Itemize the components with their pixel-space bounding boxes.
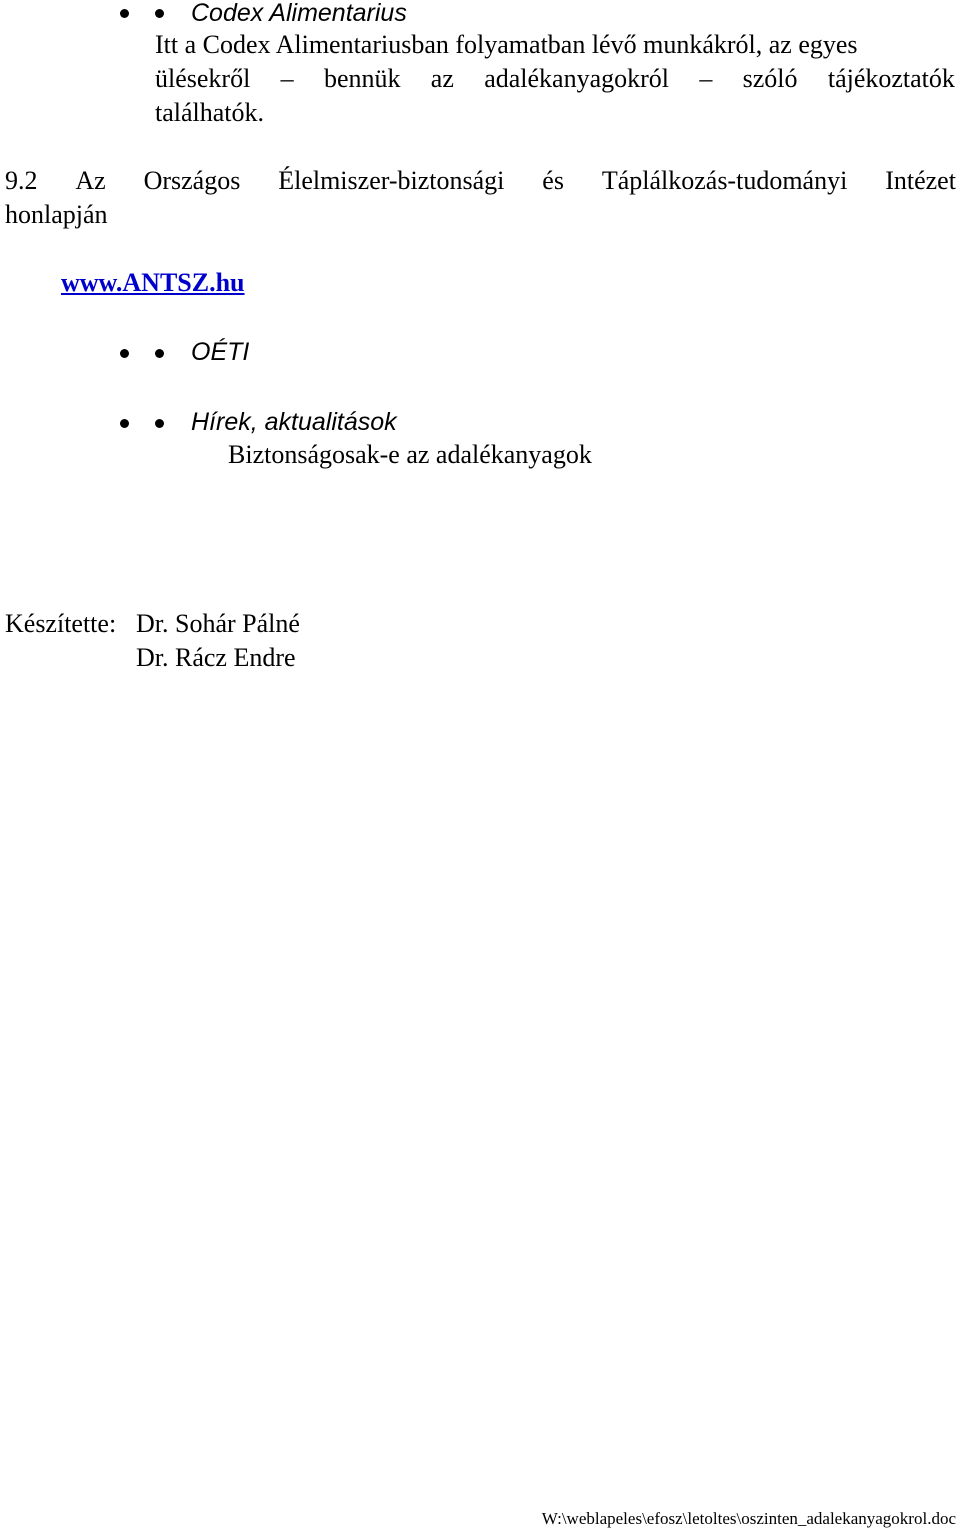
bullet-dot — [120, 419, 129, 428]
footer-file-path: W:\weblapeles\efosz\letoltes\oszinten_adalekanyagokrol.doc — [541, 1509, 956, 1528]
author-name-1: Dr. Sohár Pálné — [136, 609, 300, 638]
bullet-dot — [155, 419, 164, 428]
author-name-2: Dr. Rácz Endre — [136, 643, 296, 672]
bullet-dot — [120, 349, 129, 358]
bullet-dot — [120, 9, 129, 18]
word: szóló — [742, 64, 798, 93]
word: Élelmiszer-biztonsági — [278, 166, 505, 195]
oeti-item: OÉTI — [191, 338, 250, 366]
codex-line-1: Itt a Codex Alimentariusban folyamatban lévő munkákról, az egyes — [155, 30, 858, 59]
word: – — [699, 64, 713, 93]
word: bennük — [323, 64, 401, 93]
bullet-dot — [155, 9, 164, 18]
word: Intézet — [885, 166, 956, 195]
word: 9.2 — [5, 166, 38, 195]
codex-line-2 — [155, 62, 955, 96]
codex-line-3: találhatók. — [155, 98, 265, 127]
word: adalékanyagokról — [484, 64, 670, 93]
news-item: Hírek, aktualitások — [191, 408, 397, 436]
word: és — [542, 166, 564, 195]
word: Az — [75, 166, 106, 195]
codex-heading: Codex Alimentarius — [191, 0, 407, 27]
word: tájékoztatók — [827, 64, 955, 93]
word: Országos — [143, 166, 241, 195]
bullet-dot — [155, 349, 164, 358]
word: Táplálkozás-tudományi — [601, 166, 848, 195]
word: ülésekről — [155, 64, 251, 93]
section-heading-9-2 — [5, 164, 956, 198]
word: az — [430, 64, 454, 93]
section-heading-9-2-cont: honlapján — [5, 200, 108, 229]
word: – — [280, 64, 294, 93]
news-subitem: Biztonságosak-e az adalékanyagok — [228, 440, 592, 469]
author-label: Készítette: — [5, 609, 117, 638]
antsz-link[interactable]: www.ANTSZ.hu — [61, 268, 245, 297]
